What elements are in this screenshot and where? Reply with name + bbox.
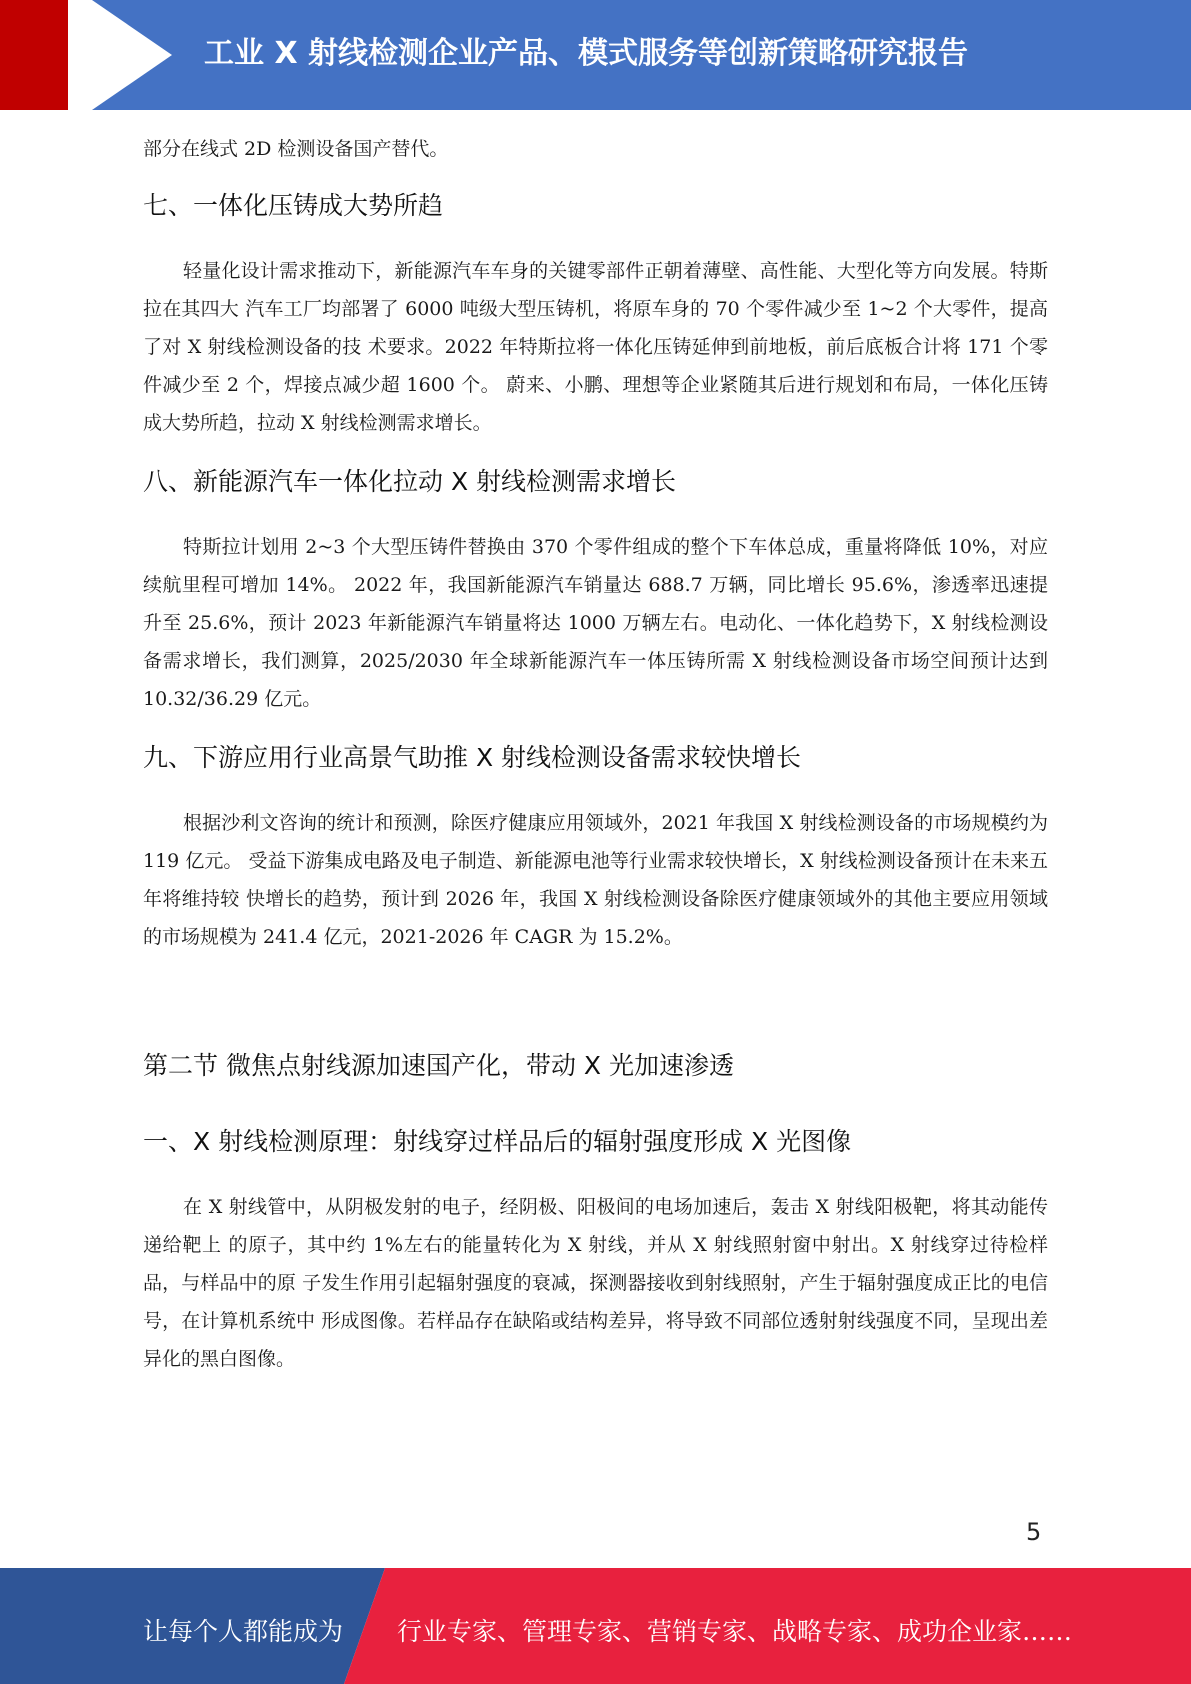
footer-slogan-right: 行业专家、管理专家、营销专家、战略专家、成功企业家…… [397, 1617, 1073, 1646]
subsection-1-body: 在 X 射线管中，从阴极发射的电子，经阴极、阳极间的电场加速后，轰击 X 射线阳极靶，将其动能传递给靶上 的原子，其中约 1%左右的能量转化为 X 射线，并从 X 射线照射窗中射出。X 射线穿过待检样品，与样品中的原 子发生作用引起辐射强度的衰减，探测器接收到射线照射，产生于辐射强度成正比的电信号，在计算机系统中 形成图像。若样品存在缺陷或结构差异，将导致不同部位透射射线强度不同，呈现出差异化的黑白图像。 [143, 1196, 1048, 1370]
report-title: 工业 X 射线检测企业产品、模式服务等创新策略研究报告 [204, 36, 969, 71]
footer-slogan-left: 让每个人都能成为 [143, 1617, 344, 1646]
section-9-heading: 九、下游应用行业高景气助推 X 射线检测设备需求较快增长 [143, 743, 802, 772]
section-9-body: 根据沙利文咨询的统计和预测，除医疗健康应用领域外，2021 年我国 X 射线检测设备的市场规模约为 119 亿元。 受益下游集成电路及电子制造、新能源电池等行业需求较快增长，X 射线检测设备预计在未来五年将维持较 快增长的趋势，预计到 2026 年，我国 X 射线检测设备除医疗健康领域外的其他主要应用领域的市场规模为 241.4 亿元，2021-2026 年 CAGR 为 15.2%。 [143, 812, 1048, 948]
section-8-heading: 八、新能源汽车一体化拉动 X 射线检测需求增长 [143, 467, 677, 496]
section-7-body: 轻量化设计需求推动下，新能源汽车车身的关键零部件正朝着薄壁、高性能、大型化等方向发展。特斯拉在其四大 汽车工厂均部署了 6000 吨级大型压铸机，将原车身的 70 个零件减少至 1~2 个大零件，提高了对 X 射线检测设备的技 术要求。2022 年特斯拉将一体化压铸延伸到前地板，前后底板合计将 171 个零件减少至 2 个，焊接点减少超 1600 个。 蔚来、小鹏、理想等企业紧随其后进行规划和布局，一体化压铸成大势所趋，拉动 X 射线检测需求增长。 [143, 260, 1048, 434]
page-footer [0, 1568, 1191, 1684]
chapter-heading: 第二节 微焦点射线源加速国产化，带动 X 光加速渗透 [143, 1051, 734, 1080]
page-number: 5 [1026, 1518, 1042, 1546]
section-7-heading: 七、一体化压铸成大势所趋 [143, 191, 444, 220]
section-8-body: 特斯拉计划用 2~3 个大型压铸件替换由 370 个零件组成的整个下车体总成，重量将降低 10%，对应续航里程可增加 14%。 2022 年，我国新能源汽车销量达 688.7 万辆，同比增长 95.6%，渗透率迅速提升至 25.6%，预计 2023 年新能源汽车销量将达 1000 万辆左右。电动化、一体化趋势下，X 射线检测设备需求增长，我们测算，2025/2030 年全球新能源汽车一体压铸所需 X 射线检测设备市场空间预计达到 10.32/36.29 亿元。 [143, 536, 1048, 710]
page-content [143, 130, 1048, 1378]
intro-tail-text: 部分在线式 2D 检测设备国产替代。 [143, 138, 449, 160]
subsection-1-heading: 一、X 射线检测原理：射线穿过样品后的辐射强度形成 X 光图像 [143, 1127, 852, 1156]
page-header [0, 0, 1191, 110]
